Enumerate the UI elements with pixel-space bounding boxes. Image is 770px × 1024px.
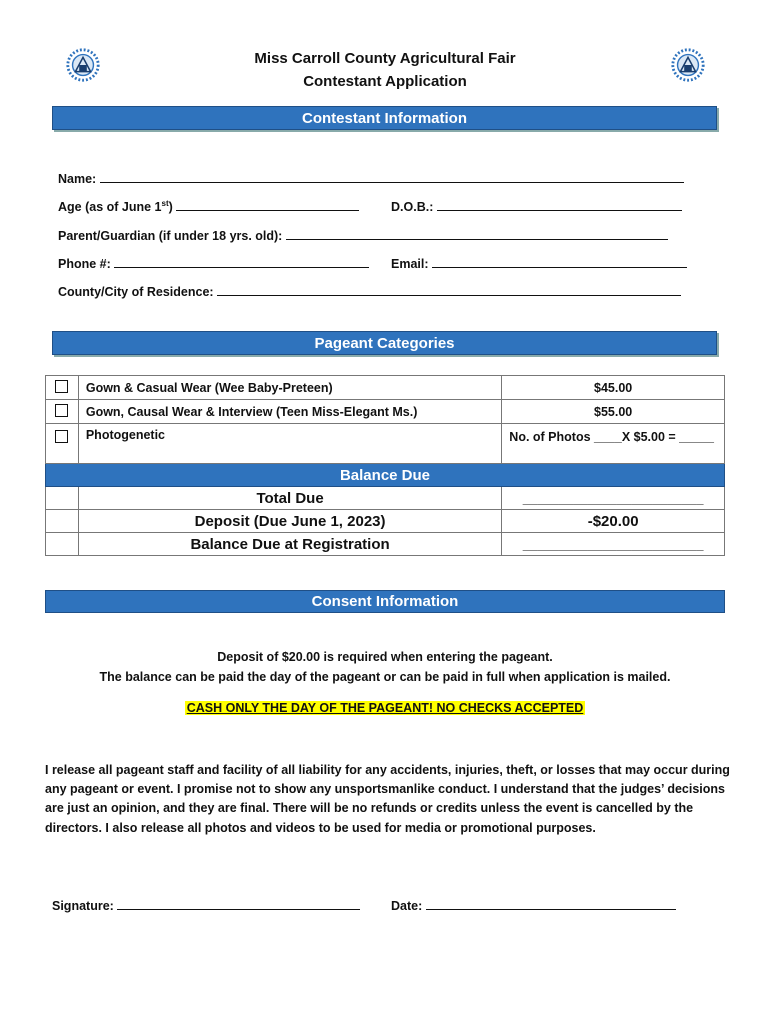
balance-notice: The balance can be paid the day of the pageant or can be paid in full when application is mailed.	[99, 670, 671, 684]
category-label: Gown, Causal Wear & Interview (Teen Miss-Elegant Ms.)	[78, 400, 501, 424]
phone-input-line[interactable]	[114, 255, 369, 268]
email-label: Email:	[391, 257, 429, 271]
dob-label: D.O.B.:	[391, 200, 434, 214]
category-row	[46, 376, 725, 400]
category-checkbox[interactable]	[55, 430, 68, 443]
category-price: $55.00	[502, 400, 725, 424]
page-subtitle: Contestant Application	[303, 73, 467, 90]
age-label: Age (as of June 1st)	[58, 198, 173, 214]
checkbox-cell[interactable]	[46, 376, 79, 400]
registration-label: Balance Due at Registration	[78, 533, 501, 556]
deposit-notice: Deposit of $20.00 is required when entering the pageant.	[217, 650, 553, 664]
page-title: Miss Carroll County Agricultural Fair	[254, 50, 516, 67]
balance-row-deposit	[46, 510, 725, 533]
date-label: Date:	[391, 899, 423, 913]
county-field[interactable]	[58, 283, 681, 299]
guardian-input-line[interactable]	[286, 227, 668, 240]
county-input-line[interactable]	[217, 283, 681, 296]
category-checkbox[interactable]	[55, 380, 68, 393]
liability-release-text: I release all pageant staff and facility of all liability for any accidents, injuries, theft, or losses that may occur during any pageant or event. I promise not to show any unsportsmanlike conduct. I understand that the judges’ decisions are just an opinion, and they are final. There will be no refunds or credits unless the event is cancelled by the directors. I also release all photos and videos to be used for media or promotional purposes.	[45, 763, 730, 835]
deposit-value: -$20.00	[502, 510, 725, 533]
signature-label: Signature:	[52, 899, 114, 913]
name-label: Name:	[58, 172, 97, 186]
category-price: $45.00	[502, 376, 725, 400]
balance-row-total	[46, 487, 725, 510]
email-field[interactable]	[391, 255, 687, 271]
signature-field[interactable]	[52, 897, 360, 913]
checkbox-cell[interactable]	[46, 400, 79, 424]
category-label: Gown & Casual Wear (Wee Baby-Preteen)	[78, 376, 501, 400]
balance-row-registration	[46, 533, 725, 556]
date-field[interactable]	[391, 897, 676, 913]
signature-input-line[interactable]	[117, 897, 360, 910]
guardian-field[interactable]	[58, 227, 668, 243]
phone-label: Phone #:	[58, 257, 111, 271]
category-checkbox[interactable]	[55, 404, 68, 417]
guardian-label: Parent/Guardian (if under 18 yrs. old):	[58, 229, 283, 243]
county-label: County/City of Residence:	[58, 285, 214, 299]
section-header-consent: Consent Information	[45, 590, 725, 613]
total-value[interactable]: _________________________	[502, 487, 725, 510]
section-header-contestant: Contestant Information	[52, 106, 717, 130]
deposit-label: Deposit (Due June 1, 2023)	[78, 510, 501, 533]
name-input-line[interactable]	[100, 170, 684, 183]
balance-header-row	[46, 464, 725, 487]
category-price: No. of Photos ____X $5.00 = _____	[502, 424, 725, 464]
checkbox-cell[interactable]	[46, 424, 79, 464]
phone-field[interactable]	[58, 255, 369, 271]
total-label: Total Due	[78, 487, 501, 510]
date-input-line[interactable]	[426, 897, 676, 910]
dob-field[interactable]	[391, 198, 682, 214]
registration-value[interactable]: _________________________	[502, 533, 725, 556]
category-row	[46, 424, 725, 464]
section-header-categories: Pageant Categories	[52, 331, 717, 355]
cash-only-notice: CASH ONLY THE DAY OF THE PAGEANT! NO CHECKS ACCEPTED	[186, 701, 584, 715]
categories-table	[45, 375, 725, 556]
age-input-line[interactable]	[176, 198, 359, 211]
category-label: Photogenetic	[78, 424, 501, 464]
name-field[interactable]	[58, 170, 684, 186]
category-row	[46, 400, 725, 424]
email-input-line[interactable]	[432, 255, 687, 268]
section-header-balance: Balance Due	[46, 464, 725, 487]
dob-input-line[interactable]	[437, 198, 682, 211]
age-field[interactable]	[58, 198, 359, 214]
